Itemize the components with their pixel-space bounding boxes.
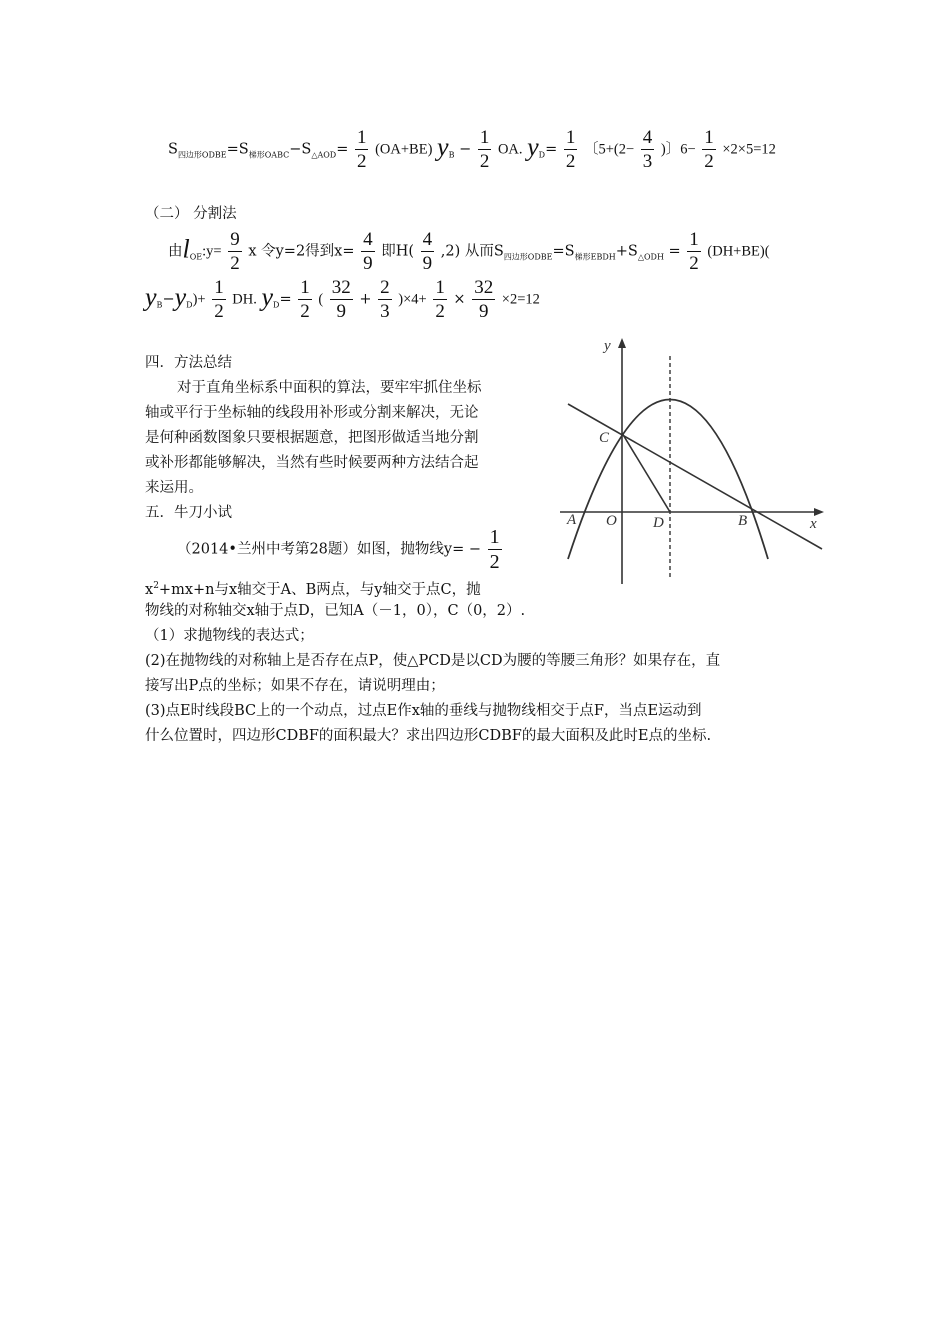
text: （2014•兰州中考第28题）如图，抛物线y= <box>177 541 465 558</box>
fraction: $\frac{1}{2}$ <box>565 127 576 172</box>
subscript: 四边形ODBE <box>503 252 553 262</box>
subscript: D <box>186 300 193 310</box>
fraction: $\frac{1}{2}$ <box>489 526 500 573</box>
fraction: $\frac{1}{2}$ <box>356 127 367 172</box>
section-4-line: 是何种函数图象只要根据题意，把图形做适当地分割 <box>145 430 479 446</box>
text: −S <box>289 141 312 158</box>
parabola-figure <box>560 334 830 589</box>
text: =S <box>226 141 249 158</box>
point-o-label: O <box>606 513 617 529</box>
text: :y= <box>202 243 222 260</box>
point-c-label: C <box>599 430 610 446</box>
text: )×4+ <box>398 291 427 308</box>
subscript: D <box>538 150 546 160</box>
var-l: l <box>182 234 190 264</box>
problem-line-2: $x^2+mx+n$与x轴交于A、B两点，与y轴交于点C，抛 <box>145 581 481 598</box>
fraction: $\frac{9}{2}$ <box>230 229 240 274</box>
text: S <box>168 141 178 158</box>
subscript: OE <box>189 252 203 262</box>
point-b-label: B <box>738 513 748 529</box>
text: (OA+BE) <box>375 141 433 158</box>
fraction: $\frac{1}{2}$ <box>479 127 490 172</box>
fraction: $\frac{1}{2}$ <box>704 127 714 172</box>
text: 〔5+(2− <box>583 141 635 158</box>
y-axis-label: y <box>604 338 611 354</box>
text: (DH+BE)( <box>707 243 770 260</box>
text: +S <box>615 243 638 260</box>
var-y: y <box>145 282 157 312</box>
formula-line-4 <box>145 278 540 321</box>
text: )+ <box>192 291 206 308</box>
question-3-cont: 什么位置时，四边形CDBF的面积最大？求出四边形CDBF的最大面积及此时E点的坐标. <box>145 728 712 744</box>
text: = <box>336 141 349 158</box>
formula-line-3 <box>168 230 770 273</box>
subscript: △AOD <box>311 150 337 160</box>
text: =S <box>552 243 575 260</box>
fraction: $\frac{1}{2}$ <box>689 229 699 274</box>
section-4-title: 四．方法总结 <box>145 355 232 371</box>
question-2-cont: 接写出P点的坐标；如果不存在，请说明理由； <box>145 678 445 694</box>
question-3: (3)点E时线段BC上的一个动点，过点E作x轴的垂线与抛物线相交于点F，当点E运动到 <box>145 703 702 719</box>
section-4-line: 来运用。 <box>145 480 203 496</box>
var-y: y <box>174 282 187 312</box>
section-5-title: 五．牛刀小试 <box>145 505 232 521</box>
section-4-line: 对于直角坐标系中面积的算法，要牢牢抓住坐标 <box>177 380 482 396</box>
text: 即H( <box>381 243 415 260</box>
x-axis-arrow <box>814 508 824 516</box>
text: 由 <box>168 243 183 260</box>
subscript: 梯形OABC <box>248 150 290 160</box>
text: OA. <box>497 141 523 158</box>
subscript: B <box>156 300 163 310</box>
parabola-curve <box>568 400 768 560</box>
fraction: $\frac{2}{3}$ <box>380 277 390 322</box>
fraction: $\frac{32}{9}$ <box>474 277 494 322</box>
text: − <box>468 541 482 558</box>
text: − <box>459 141 472 158</box>
segment-cd <box>622 433 670 512</box>
subscript: △ODH <box>637 252 664 262</box>
text: DH. <box>232 291 257 308</box>
subscript: B <box>448 150 455 160</box>
section-4-line: 轴或平行于坐标轴的线段用补形或分割来解决，无论 <box>145 405 479 421</box>
text: + <box>359 291 372 308</box>
fraction: $\frac{4}{3}$ <box>642 127 653 172</box>
subscript: D <box>273 300 280 310</box>
var-y: y <box>437 132 449 162</box>
question-2: (2)在抛物线的对称轴上是否存在点P，使△PCD是以CD为腰的等腰三角形？如果存在，直 <box>145 653 721 669</box>
text: ×2×5=12 <box>722 141 776 158</box>
text: = <box>545 141 558 158</box>
text: × <box>453 291 466 308</box>
var-y: y <box>527 132 539 162</box>
fraction: $\frac{1}{2}$ <box>435 277 445 322</box>
var-y: y <box>261 282 274 312</box>
text: x 令y=2得到x= <box>248 243 355 260</box>
subscript: 梯形EBDH <box>574 252 616 262</box>
fraction: $\frac{4}{9}$ <box>363 229 373 274</box>
formula-line-1 <box>168 128 776 171</box>
fraction: $\frac{1}{2}$ <box>214 277 224 322</box>
text: − <box>162 291 175 308</box>
x-axis-label: x <box>810 516 817 532</box>
question-1: （1）求抛物线的表达式； <box>145 628 314 644</box>
text: ,2) 从而S <box>440 243 504 260</box>
problem-line-3: 物线的对称轴交x轴于点D，已知A（－1，0），C（0，2）. <box>145 603 526 619</box>
text: = <box>668 243 681 260</box>
text: )〕6− <box>660 141 696 158</box>
fraction: $\frac{4}{9}$ <box>422 229 433 274</box>
text: ( <box>318 291 324 308</box>
problem-intro <box>177 527 504 572</box>
point-a-label: A <box>567 512 577 528</box>
section-4-line: 或补形都能够解决，当然有些时候要两种方法结合起 <box>145 455 479 471</box>
point-d-label: D <box>653 515 664 531</box>
subscript: 四边形ODBE <box>177 150 227 160</box>
subsection-title: （二） 分割法 <box>145 206 237 222</box>
text: ×2=12 <box>501 291 540 308</box>
fraction: $\frac{1}{2}$ <box>300 277 310 322</box>
y-axis-arrow <box>618 338 626 348</box>
fraction: $\frac{32}{9}$ <box>331 277 351 322</box>
text: = <box>279 291 292 308</box>
